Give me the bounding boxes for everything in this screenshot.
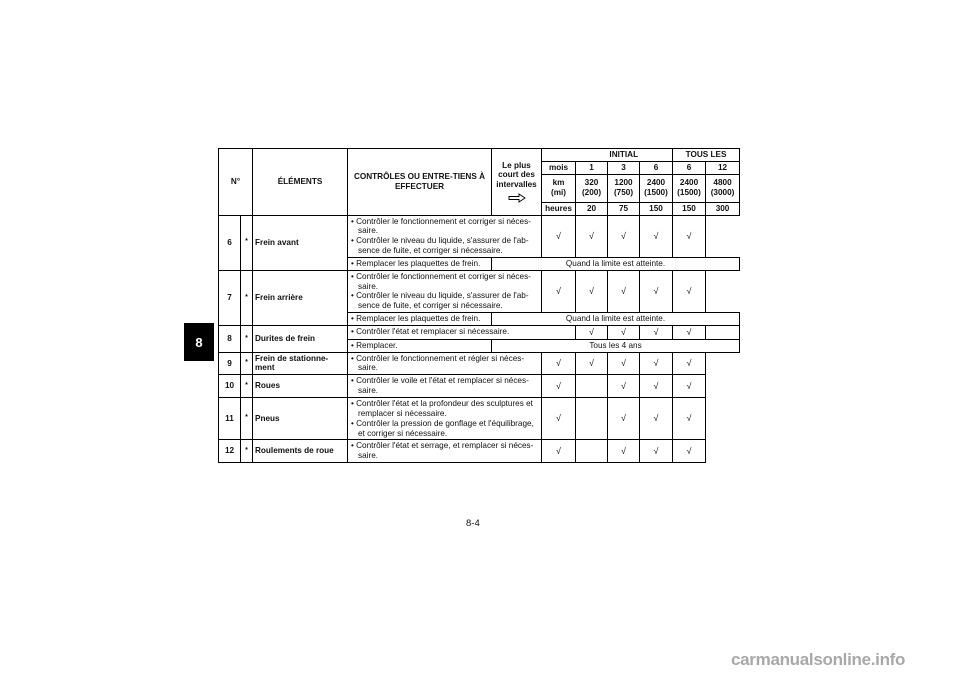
chapter-tab: 8 <box>184 323 214 361</box>
check-cell: √ <box>673 352 706 375</box>
control-line: • Contrôler l'état et la profondeur des sculptures et remplacer si nécessaire. <box>351 398 533 418</box>
table-row <box>219 397 740 439</box>
header-blank <box>542 149 576 162</box>
interval-note: Tous les 4 ans <box>492 339 740 352</box>
control-line: • Contrôler le fonctionnement et corriger si néces-saire. <box>351 271 531 291</box>
control-line: • Contrôler le niveau du liquide, s'assurer de l'ab-sence de fuite, et corriger si nécessaire. <box>351 291 529 311</box>
control-line: • Contrôler le niveau du liquide, s'assurer de l'ab-sence de fuite, et corriger si nécessaire. <box>351 236 529 256</box>
table-row <box>219 270 740 312</box>
table-row <box>219 352 740 375</box>
header-initial: INITIAL <box>576 149 673 162</box>
control-line: • Contrôler le voile et l'état et remplacer si néces-saire. <box>351 376 529 396</box>
interval-note: Quand la limite est atteinte. <box>492 257 740 270</box>
check-cell <box>576 375 608 398</box>
unit-value: 12 <box>706 161 740 174</box>
check-cell: √ <box>608 440 640 463</box>
check-cell: √ <box>640 352 673 375</box>
arrow-right-icon <box>508 193 526 203</box>
row-item: Frein de stationne-ment <box>253 352 348 375</box>
shortest-interval-label: Le plus court des intervalles <box>496 160 537 190</box>
row-star: * <box>241 352 253 375</box>
table-row <box>219 375 740 398</box>
check-cell: √ <box>673 215 706 257</box>
check-cell: √ <box>640 270 673 312</box>
unit-label: km (mi) <box>542 174 576 202</box>
row-number: 11 <box>219 397 241 439</box>
header-controls: CONTRÔLES OU ENTRE-TIENS À EFFECTUER <box>348 149 492 216</box>
check-cell: √ <box>640 375 673 398</box>
watermark: carmanualsonline.info <box>731 650 906 669</box>
check-cell: √ <box>608 375 640 398</box>
unit-value: 3 <box>608 161 640 174</box>
unit-value: 20 <box>576 202 608 215</box>
row-star: * <box>241 215 253 270</box>
unit-label: mois <box>542 161 576 174</box>
check-cell: √ <box>673 270 706 312</box>
row-number: 10 <box>219 375 241 398</box>
check-cell <box>576 397 608 439</box>
header-row <box>219 149 740 162</box>
check-cell: √ <box>673 440 706 463</box>
check-cell <box>576 440 608 463</box>
unit-value: 150 <box>640 202 673 215</box>
row-controls <box>348 215 542 257</box>
row-controls <box>348 397 542 439</box>
check-cell: √ <box>576 325 608 339</box>
header-every: TOUS LES <box>673 149 740 162</box>
row-item: Durites de frein <box>253 325 348 352</box>
table-row <box>219 325 740 339</box>
check-cell: √ <box>673 397 706 439</box>
check-cell: √ <box>542 375 576 398</box>
row-star: * <box>241 325 253 352</box>
row-controls <box>348 339 492 352</box>
control-line: • Contrôler l'état et serrage, et remplacer si néces-saire. <box>351 441 534 461</box>
row-star: * <box>241 440 253 463</box>
unit-value: 2400 (1500) <box>673 174 706 202</box>
row-item: Roues <box>253 375 348 398</box>
check-cell: √ <box>673 325 706 339</box>
row-controls <box>348 375 542 398</box>
header-shortest-interval <box>492 149 542 216</box>
row-item: Pneus <box>253 397 348 439</box>
unit-value: 4800 (3000) <box>706 174 740 202</box>
control-line: • Remplacer. <box>351 340 398 350</box>
check-cell: √ <box>608 325 640 339</box>
control-line: • Contrôler le fonctionnement et corriger si néces-saire. <box>351 216 531 236</box>
check-cell: √ <box>542 352 576 375</box>
table-row <box>219 440 740 463</box>
row-controls <box>348 325 576 339</box>
row-controls <box>348 257 492 270</box>
row-number: 7 <box>219 270 241 325</box>
check-cell: √ <box>673 375 706 398</box>
check-cell: √ <box>542 440 576 463</box>
unit-value: 75 <box>608 202 640 215</box>
unit-value: 2400 (1500) <box>640 174 673 202</box>
row-controls <box>348 352 542 375</box>
row-star: * <box>241 375 253 398</box>
check-cell: √ <box>640 325 673 339</box>
header-elements: ÉLÉMENTS <box>253 149 348 216</box>
control-line: • Contrôler le fonctionnement et régler si néces-saire. <box>351 353 525 373</box>
check-cell: √ <box>542 397 576 439</box>
check-cell: √ <box>640 215 673 257</box>
row-star: * <box>241 270 253 325</box>
page-number: 8-4 <box>466 518 480 529</box>
check-cell: √ <box>542 215 576 257</box>
table-row <box>219 215 740 257</box>
unit-value: 1200 (750) <box>608 174 640 202</box>
header-num: N° <box>219 149 253 216</box>
interval-note: Quand la limite est atteinte. <box>492 313 740 326</box>
unit-value: 6 <box>673 161 706 174</box>
row-number: 6 <box>219 215 241 270</box>
check-cell: √ <box>640 397 673 439</box>
row-item: Frein arrière <box>253 270 348 325</box>
control-line: • Contrôler l'état et remplacer si nécessaire. <box>351 327 510 337</box>
maintenance-table <box>218 148 740 463</box>
row-controls <box>348 270 542 312</box>
row-number: 12 <box>219 440 241 463</box>
check-cell: √ <box>576 215 608 257</box>
control-line: • Remplacer les plaquettes de frein. <box>351 314 481 324</box>
check-cell: √ <box>608 397 640 439</box>
check-cell: √ <box>608 270 640 312</box>
row-number: 9 <box>219 352 241 375</box>
check-cell: √ <box>576 270 608 312</box>
unit-value: 300 <box>706 202 740 215</box>
row-controls <box>348 313 492 326</box>
check-cell: √ <box>576 352 608 375</box>
unit-value: 6 <box>640 161 673 174</box>
unit-label: heures <box>542 202 576 215</box>
row-item: Frein avant <box>253 215 348 270</box>
control-line: • Contrôler la pression de gonflage et l'équilibrage, et corriger si nécessaire. <box>351 418 534 438</box>
check-cell <box>706 325 740 339</box>
check-cell: √ <box>608 215 640 257</box>
check-cell: √ <box>640 440 673 463</box>
row-number: 8 <box>219 325 241 352</box>
unit-value: 320 (200) <box>576 174 608 202</box>
check-cell: √ <box>542 270 576 312</box>
row-star: * <box>241 397 253 439</box>
unit-value: 1 <box>576 161 608 174</box>
unit-value: 150 <box>673 202 706 215</box>
control-line: • Remplacer les plaquettes de frein. <box>351 258 481 268</box>
row-item: Roulements de roue <box>253 440 348 463</box>
check-cell: √ <box>608 352 640 375</box>
row-controls <box>348 440 542 463</box>
